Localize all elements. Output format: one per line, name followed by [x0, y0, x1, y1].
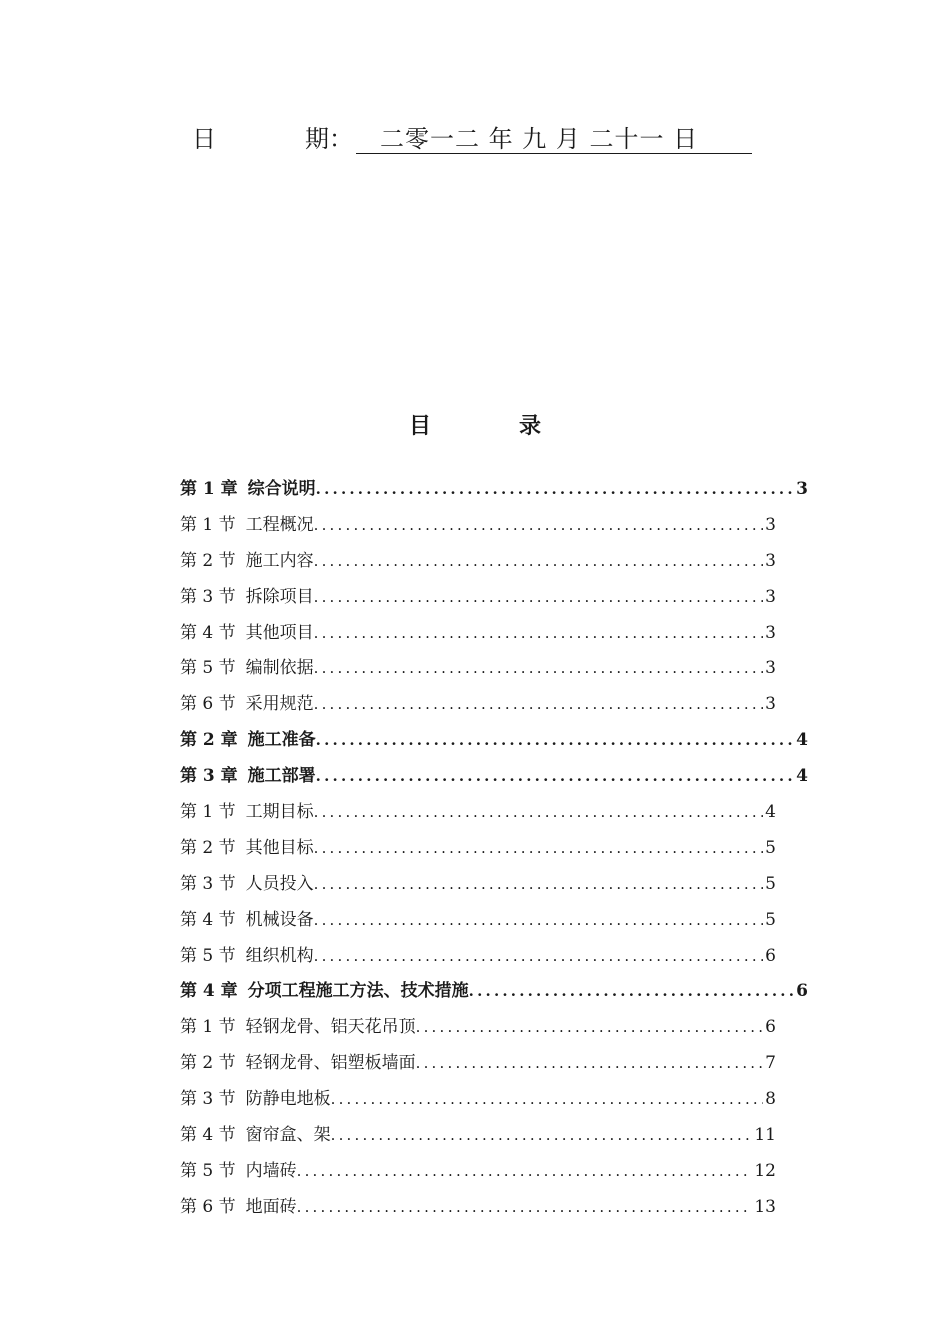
- toc-page-number: 5: [765, 873, 776, 894]
- toc-entry-title: 组织机构: [245, 945, 314, 966]
- toc-entry-title: 拆除项目: [245, 586, 314, 607]
- toc-dot-leader: [469, 974, 794, 1010]
- toc-page-number: 6: [796, 981, 808, 1002]
- toc-entry-number: 第 3 节: [180, 1089, 236, 1110]
- toc-entry-number: 第 2 节: [180, 837, 236, 858]
- toc-dot-leader: [314, 687, 764, 723]
- toc-page-number: 8: [765, 1089, 776, 1110]
- toc-page-number: 12: [754, 1160, 776, 1181]
- toc-dot-leader: [297, 1190, 753, 1226]
- toc-entry-title: 编制依据: [245, 658, 314, 679]
- toc-entry-title: 采用规范: [245, 694, 314, 715]
- toc-entry-title: 窗帘盒、架: [245, 1125, 331, 1146]
- toc-dot-leader: [331, 1082, 764, 1118]
- toc-title: [0, 410, 950, 442]
- toc-entry-number: 第 4 章: [180, 981, 238, 1002]
- toc-page-number: 6: [765, 945, 776, 966]
- toc-entry-title: 机械设备: [245, 909, 314, 930]
- toc-dot-leader: [316, 759, 794, 795]
- toc-entry-number: 第 2 章: [180, 730, 238, 751]
- toc-dot-leader: [314, 795, 764, 831]
- toc-page-number: 3: [796, 479, 808, 499]
- toc-page-number: 3: [765, 514, 776, 535]
- toc-entry-number: 第 6 节: [180, 1196, 236, 1217]
- toc-section-entry[interactable]: [180, 1118, 776, 1154]
- toc-page-number: 4: [796, 766, 808, 787]
- toc-dot-leader: [416, 1046, 764, 1082]
- toc-section-entry[interactable]: [180, 508, 776, 544]
- toc-entry-number: 第 3 节: [180, 873, 236, 894]
- toc-page-number: 7: [765, 1053, 776, 1074]
- toc-page-number: 3: [765, 694, 776, 715]
- toc-entry-title: 施工部署: [247, 766, 316, 787]
- toc-page-number: 4: [796, 730, 808, 751]
- toc-page-number: 3: [765, 550, 776, 571]
- toc-entry-number: 第 4 节: [180, 909, 236, 930]
- toc-section-entry[interactable]: [180, 1154, 776, 1190]
- date-label-char-2: 期：: [305, 125, 353, 153]
- table-of-contents: [180, 472, 820, 1226]
- toc-dot-leader: [314, 544, 764, 580]
- toc-entry-title: 人员投入: [245, 873, 314, 894]
- toc-section-entry[interactable]: [180, 1082, 776, 1118]
- toc-section-entry[interactable]: [180, 1046, 776, 1082]
- toc-dot-leader: [314, 831, 764, 867]
- toc-entry-number: 第 2 节: [180, 550, 236, 571]
- toc-section-entry[interactable]: [180, 580, 776, 616]
- toc-section-entry[interactable]: [180, 831, 776, 867]
- toc-page-number: 3: [765, 622, 776, 643]
- toc-page-number: 5: [765, 909, 776, 930]
- toc-chapter-entry[interactable]: [180, 472, 808, 508]
- toc-entry-number: 第 3 节: [180, 586, 236, 607]
- toc-dot-leader: [331, 1118, 753, 1154]
- toc-chapter-entry[interactable]: [180, 759, 808, 795]
- toc-entry-title: 施工准备: [247, 730, 316, 751]
- toc-entry-title: 分项工程施工方法、技术措施: [247, 981, 469, 1002]
- toc-entry-number: 第 1 节: [180, 802, 236, 823]
- toc-entry-title: 轻钢龙骨、铝塑板墙面: [245, 1053, 416, 1074]
- toc-page-number: 3: [765, 586, 776, 607]
- toc-entry-number: 第 3 章: [180, 766, 238, 787]
- toc-section-entry[interactable]: [180, 795, 776, 831]
- toc-section-entry[interactable]: [180, 903, 776, 939]
- toc-entry-number: 第 1 节: [180, 1017, 236, 1038]
- toc-entry-number: 第 5 节: [180, 1160, 236, 1181]
- toc-dot-leader: [316, 472, 794, 508]
- toc-entry-title: 施工内容: [245, 550, 314, 571]
- toc-section-entry[interactable]: [180, 544, 776, 580]
- toc-entry-number: 第 4 节: [180, 1125, 236, 1146]
- toc-entry-title: 工程概况: [245, 514, 314, 535]
- toc-dot-leader: [314, 508, 764, 544]
- toc-page-number: 11: [754, 1125, 776, 1146]
- toc-section-entry[interactable]: [180, 867, 776, 903]
- toc-entry-title: 轻钢龙骨、铝天花吊顶: [245, 1017, 416, 1038]
- toc-section-entry[interactable]: [180, 687, 776, 723]
- toc-chapter-entry[interactable]: [180, 723, 808, 759]
- toc-dot-leader: [314, 903, 764, 939]
- toc-entry-number: 第 2 节: [180, 1053, 236, 1074]
- toc-entry-title: 其他目标: [245, 837, 314, 858]
- toc-entry-number: 第 4 节: [180, 622, 236, 643]
- toc-page-number: 5: [765, 837, 776, 858]
- toc-entry-title: 地面砖: [245, 1196, 297, 1217]
- toc-dot-leader: [297, 1154, 753, 1190]
- toc-dot-leader: [314, 867, 764, 903]
- toc-section-entry[interactable]: [180, 1190, 776, 1226]
- toc-entry-title: 防静电地板: [245, 1089, 331, 1110]
- toc-entry-number: 第 5 节: [180, 945, 236, 966]
- toc-dot-leader: [416, 1010, 764, 1046]
- toc-section-entry[interactable]: [180, 939, 776, 975]
- toc-entry-number: 第 6 节: [180, 694, 236, 715]
- toc-page-number: 6: [765, 1017, 776, 1038]
- date-label-char-1: 日: [192, 125, 216, 153]
- toc-dot-leader: [314, 616, 764, 652]
- toc-entry-number: 第 5 节: [180, 658, 236, 679]
- toc-entry-title: 综合说明: [247, 479, 316, 499]
- toc-dot-leader: [314, 651, 764, 687]
- toc-page-number: 4: [765, 802, 776, 823]
- toc-entry-title: 其他项目: [245, 622, 314, 643]
- toc-chapter-entry[interactable]: [180, 974, 808, 1010]
- toc-entry-title: 工期目标: [245, 802, 314, 823]
- toc-section-entry[interactable]: [180, 651, 776, 687]
- toc-entry-number: 第 1 章: [180, 479, 238, 499]
- toc-dot-leader: [314, 939, 764, 975]
- toc-section-entry[interactable]: [180, 616, 776, 652]
- toc-section-entry[interactable]: [180, 1010, 776, 1046]
- toc-title-char-2: 录: [519, 413, 542, 439]
- toc-dot-leader: [316, 723, 794, 759]
- toc-entry-number: 第 1 节: [180, 514, 236, 535]
- toc-entry-title: 内墙砖: [245, 1160, 297, 1181]
- toc-dot-leader: [314, 580, 764, 616]
- date-value: 二零一二 年 九 月 二十一 日: [356, 122, 752, 154]
- toc-page-number: 13: [754, 1196, 776, 1217]
- toc-page-number: 3: [765, 658, 776, 679]
- toc-title-char-1: 目: [408, 413, 431, 439]
